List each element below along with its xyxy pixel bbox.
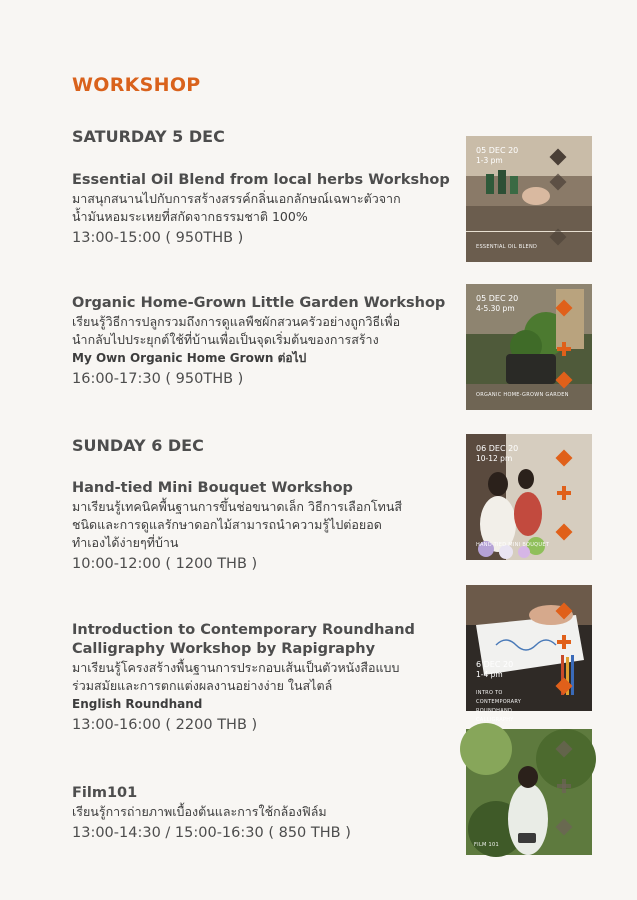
- workshop-film: [72, 784, 462, 844]
- photo-date: 6 DEC 20: [476, 660, 514, 669]
- photo-essential-oil: [466, 136, 592, 262]
- workshop-desc-line: มาเรียนรู้โครงสร้างพื้นฐานการประกอบเส้นเป็นตัวหนังสือแบบ: [72, 660, 400, 675]
- workshop-desc-line: เรียนรู้วิธีการปลูกรวมถึงการดูแลพืชผักสวนครัวอย่างถูกวิธีเพื่อ: [72, 314, 401, 329]
- workshop-time: 13:00-15:00 ( 950THB ): [72, 230, 244, 246]
- workshop-desc-line: น้ำมันหอมระเหยที่สกัดจากธรรมชาติ 100%: [72, 209, 308, 224]
- photo-date: 06 DEC 20: [476, 444, 519, 453]
- photo-calligraphy: [466, 585, 592, 723]
- workshop-title: Hand-tied Mini Bouquet Workshop: [72, 480, 353, 496]
- workshop-desc-line: English Roundhand: [72, 697, 203, 711]
- workshop-title: Film101: [72, 785, 138, 801]
- workshop-desc-line: มาเรียนรู้เทคนิคพื้นฐานการขึ้นช่อขนาดเล็ก วิธีการเลือกโทนสี: [72, 499, 403, 514]
- workshop-title: Introduction to Contemporary Roundhand: [72, 622, 415, 638]
- workshop-desc-line: มาสนุกสนานไปกับการสร้างสรรค์กลิ่นเอกลักษณ์เฉพาะตัวจาก: [72, 191, 401, 206]
- photo-caption: ESSENTIAL OIL BLEND: [476, 244, 538, 250]
- photo-caption: ORGANIC HOME-GROWN GARDEN: [476, 392, 569, 398]
- workshop-desc-line: My Own Organic Home Grown ต่อไป: [72, 351, 307, 365]
- photo-garden: [466, 284, 592, 410]
- workshop-title: Organic Home-Grown Little Garden Workshop: [72, 295, 446, 311]
- workshop-calligraphy: [72, 621, 452, 736]
- photo-caption: INTRO TO CONTEMPORARY ROUNDHAND CALLIGRAPHY: [476, 690, 522, 723]
- workshop-title: Calligraphy Workshop by Rapigraphy: [72, 641, 376, 657]
- workshop-desc-line: ชนิดและการดูแลรักษาดอกไม้สามารถนำความรู้ไปต่อยอด: [72, 517, 382, 532]
- photo-caption: FILM 101: [474, 842, 499, 848]
- workshop-desc-line: เรียนรู้การถ่ายภาพเบื้องต้นและการใช้กล้องฟิล์ม: [72, 804, 327, 819]
- workshop-time: 13:00-14:30 / 15:00-16:30 ( 850 THB ): [72, 825, 351, 841]
- workshop-time: 10:00-12:00 ( 1200 THB ): [72, 556, 258, 572]
- workshop-time: 13:00-16:00 ( 2200 THB ): [72, 717, 258, 733]
- photo-hours: 10-12 pm: [476, 454, 513, 463]
- workshop-desc-line: ทำเองได้ง่ายๆที่บ้าน: [72, 535, 179, 550]
- photo-bouquet: [466, 434, 592, 560]
- workshop-time: 16:00-17:30 ( 950THB ): [72, 371, 244, 387]
- day-heading-sunday: SUNDAY 6 DEC: [72, 436, 204, 455]
- photo-hours: 1-3 pm: [476, 156, 503, 165]
- workshop-desc-line: ร่วมสมัยและการตกแต่งผลงานอย่างง่าย ในสไตล์: [72, 678, 333, 693]
- photo-date: 05 DEC 20: [476, 294, 519, 303]
- workshop-essential-oil: [72, 171, 452, 249]
- photo-hours: 4-5.30 pm: [476, 304, 515, 313]
- page-header: WORKSHOP: [72, 74, 201, 96]
- workshop-bouquet: [72, 479, 452, 575]
- workshop-title: Essential Oil Blend from local herbs Workshop: [72, 172, 450, 188]
- workshop-desc-line: นำกลับไปประยุกต์ใช้ที่บ้านเพื่อเป็นจุดเริ่มต้นของการสร้าง: [72, 332, 379, 347]
- workshop-garden: [72, 294, 452, 390]
- photo-date: 05 DEC 20: [476, 146, 519, 155]
- photo-film: [466, 729, 592, 855]
- photo-caption: HAND-TIED MINI BOUQUET: [476, 542, 550, 548]
- day-heading-saturday: SATURDAY 5 DEC: [72, 127, 225, 146]
- photo-hours: 1-4 pm: [476, 670, 503, 679]
